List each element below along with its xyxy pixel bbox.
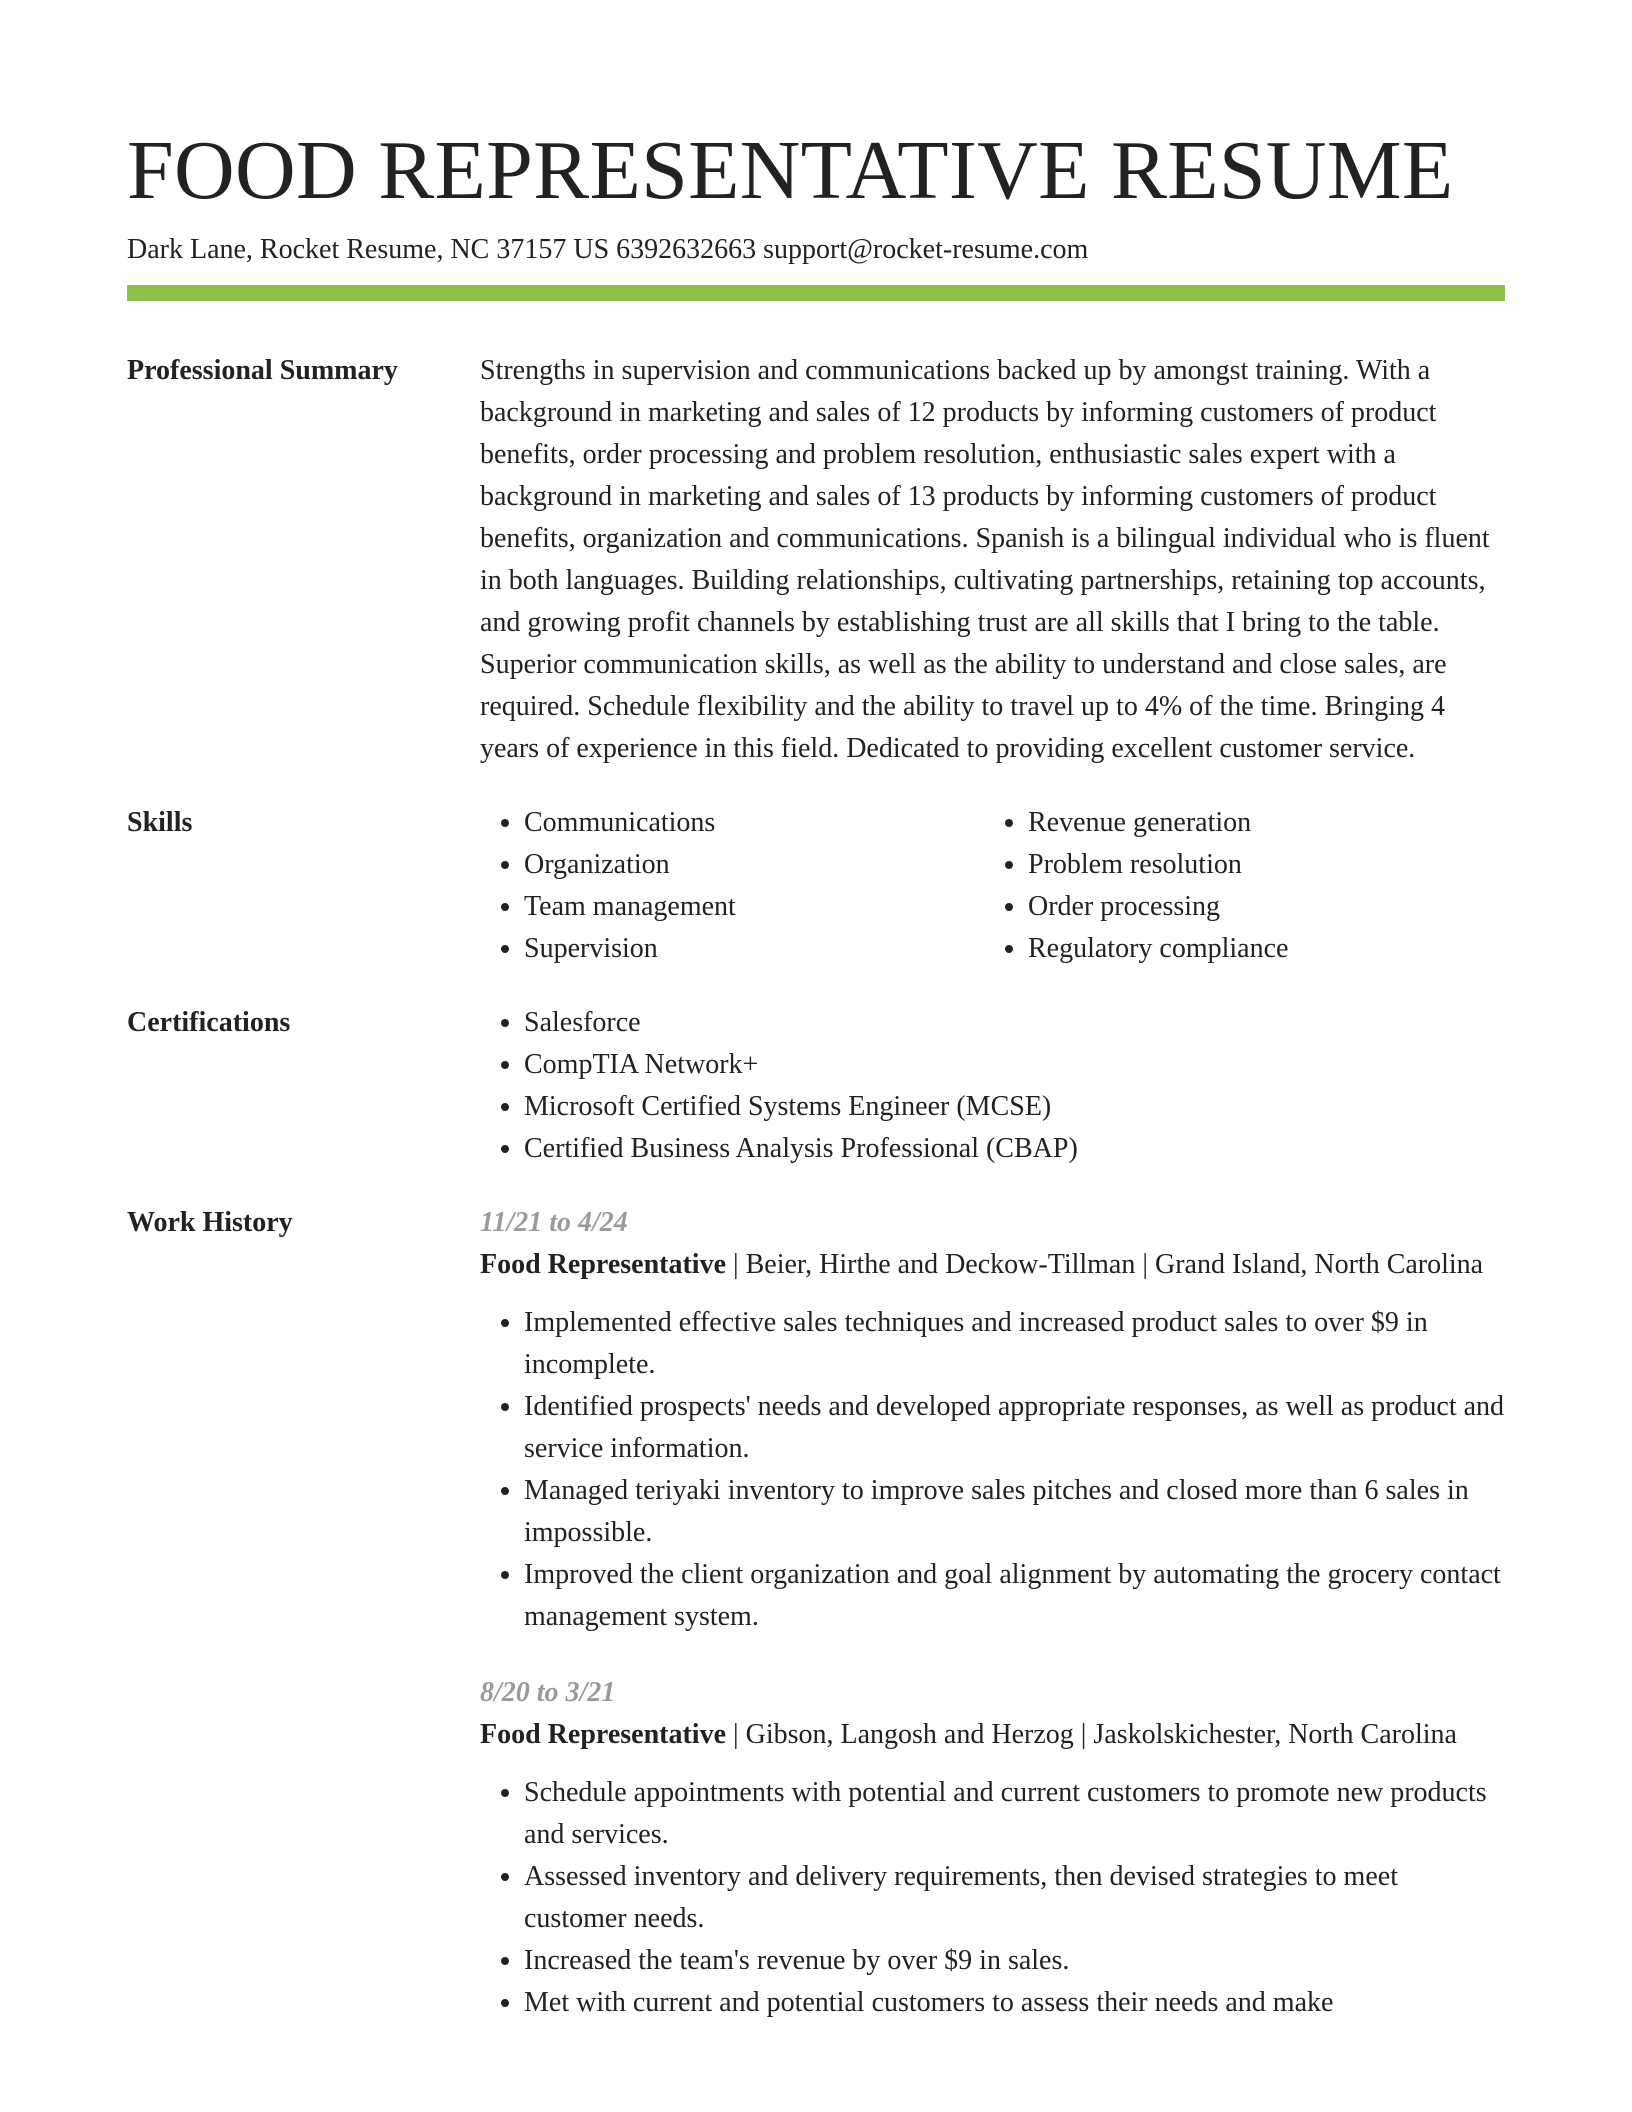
- job-bullet: • Met with current and potential customers to assess their needs and make: [524, 1982, 1505, 2024]
- skill-item: • Communications: [524, 802, 984, 844]
- job-employer-location: | Gibson, Langosh and Herzog | Jaskolskichester, North Carolina: [726, 1719, 1457, 1750]
- certification-item: • Certified Business Analysis Professional (CBAP): [524, 1128, 1505, 1170]
- work-history-body: [480, 1202, 1505, 2058]
- job-bullet: • Improved the client organization and goal alignment by automating the grocery contact management system.: [524, 1554, 1505, 1638]
- certifications-body: [480, 1002, 1505, 1170]
- skill-item: • Organization: [524, 844, 984, 886]
- job-entry: [480, 1672, 1505, 2024]
- job-dates: 11/21 to 4/24: [480, 1207, 628, 1238]
- accent-divider: [127, 285, 1505, 301]
- work-history-section: [127, 1202, 1505, 2058]
- job-bullet: • Identified prospects' needs and developed appropriate responses, as well as product and service information.: [524, 1386, 1505, 1470]
- skills-section: [127, 802, 1505, 970]
- skill-item: • Revenue generation: [1028, 802, 1488, 844]
- certification-item: • Microsoft Certified Systems Engineer (MCSE): [524, 1086, 1505, 1128]
- job-bullet: • Managed teriyaki inventory to improve sales pitches and closed more than 6 sales in impossible.: [524, 1470, 1505, 1554]
- skills-list-right: [984, 802, 1488, 970]
- job-bullets: [480, 1302, 1505, 1638]
- certifications-section: [127, 1002, 1505, 1170]
- job-role: Food Representative: [480, 1249, 726, 1280]
- job-bullet: • Assessed inventory and delivery requirements, then devised strategies to meet customer needs.: [524, 1856, 1505, 1940]
- job-role: Food Representative: [480, 1719, 726, 1750]
- summary-body: [480, 350, 1505, 770]
- skills-list-left: [480, 802, 984, 970]
- skills-label: Skills: [127, 807, 193, 838]
- job-bullet: • Implemented effective sales techniques and increased product sales to over $9 in incomplete.: [524, 1302, 1505, 1386]
- job-bullets: [480, 1772, 1505, 2024]
- skill-item: • Order processing: [1028, 886, 1488, 928]
- contact-line: Dark Lane, Rocket Resume, NC 37157 US 6392632663 support@rocket-resume.com: [127, 234, 1089, 265]
- summary-text: Strengths in supervision and communications backed up by amongst training. With a background in marketing and sales of 12 products by informing customers of product benefits, order processing and problem resolution, enthusiastic sales expert with a background in marketing and sales of 13 products by informing customers of product benefits, organization and communications. Spanish is a bilingual individual who is fluent in both languages. Building relationships, cultivating partnerships, retaining top accounts, and growing profit channels by establishing trust are all skills that I bring to the table. Superior communication skills, as well as the ability to understand and close sales, are required. Schedule flexibility and the ability to travel up to 4% of the time. Bringing 4 years of experience in this field. Dedicated to providing excellent customer service.: [480, 355, 1490, 764]
- job-title-line: [480, 1714, 1505, 1756]
- certification-item: • CompTIA Network+: [524, 1044, 1505, 1086]
- work-history-label: Work History: [127, 1207, 293, 1238]
- job-entry: [480, 1202, 1505, 1638]
- job-bullet: • Increased the team's revenue by over $9 in sales.: [524, 1940, 1505, 1982]
- resume-sections: [127, 350, 1505, 2090]
- summary-label: Professional Summary: [127, 355, 398, 386]
- certifications-list: [480, 1002, 1505, 1170]
- skills-grid: [480, 802, 1505, 970]
- certification-item: • Salesforce: [524, 1002, 1505, 1044]
- certifications-label: Certifications: [127, 1007, 291, 1038]
- skill-item: • Team management: [524, 886, 984, 928]
- job-bullet: • Schedule appointments with potential and current customers to promote new products and services.: [524, 1772, 1505, 1856]
- job-employer-location: | Beier, Hirthe and Deckow-Tillman | Grand Island, North Carolina: [726, 1249, 1484, 1280]
- skill-item: • Supervision: [524, 928, 984, 970]
- skill-item: • Regulatory compliance: [1028, 928, 1488, 970]
- summary-section: [127, 350, 1505, 770]
- skill-item: • Problem resolution: [1028, 844, 1488, 886]
- job-title-line: [480, 1244, 1505, 1286]
- job-dates: 8/20 to 3/21: [480, 1677, 616, 1708]
- resume-title: FOOD REPRESENTATIVE RESUME: [127, 124, 1454, 217]
